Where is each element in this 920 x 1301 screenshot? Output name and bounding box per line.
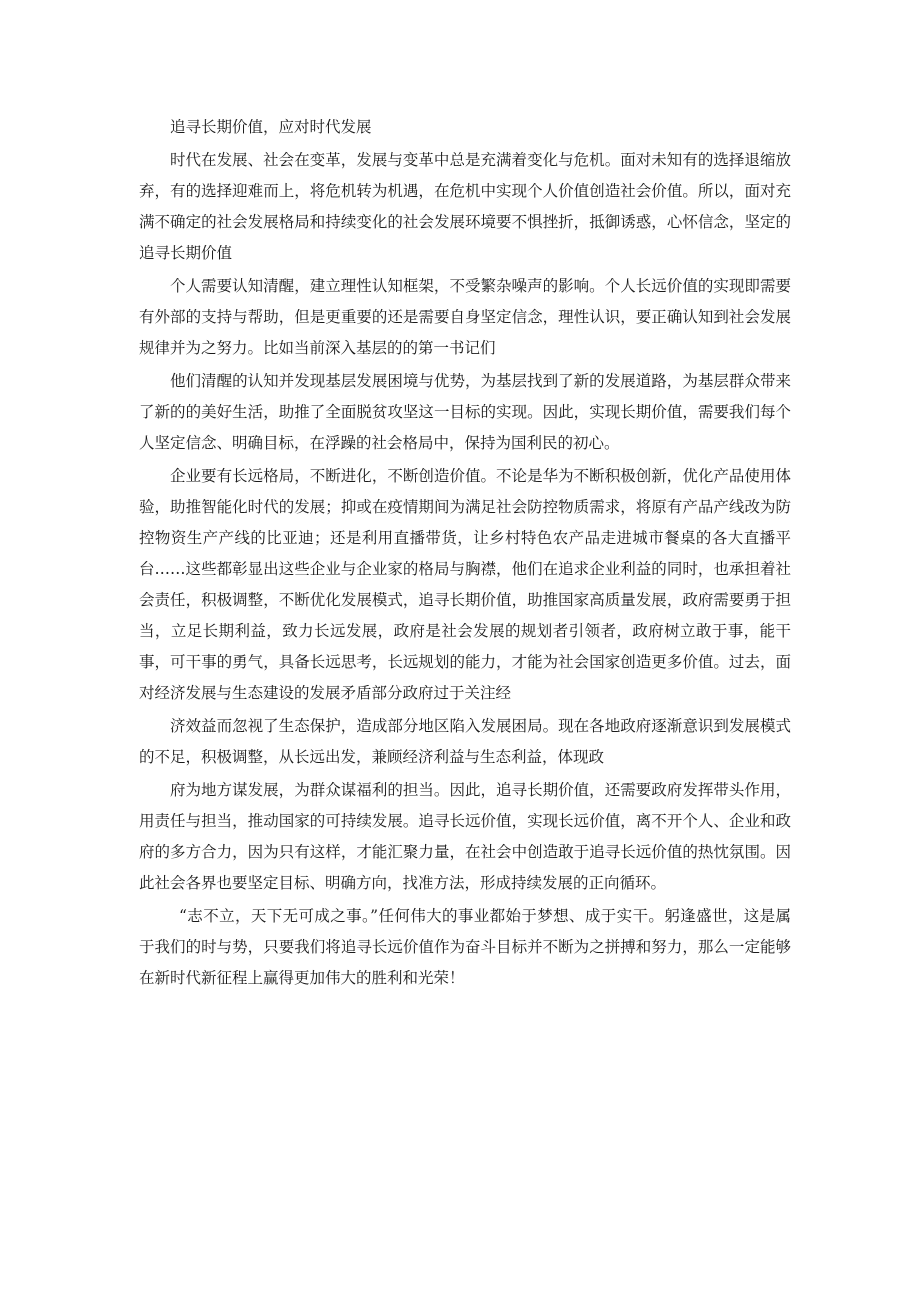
document-title: 追寻长期价值，应对时代发展 bbox=[170, 118, 372, 136]
paragraph-2: 个人需要认知清醒，建立理性认知框架，不受繁杂噪声的影响。个人长远价值的实现即需要有外部的支持与帮助，但是更重要的还是需要自身坚定信念，理性认识，要正确认知到社会发展规律并为之努力。比如当前深入基层的的第一书记们 bbox=[139, 277, 791, 357]
paragraph-4: 企业要有长远格局，不断进化，不断创造价值。不论是华为不断积极创新，优化产品使用体验，助推智能化时代的发展；抑或在疫情期间为满足社会防控物质需求，将原有产品产线改为防控物资生产产线的比亚迪；还是利用直播带货，让乡村特色农产品走进城市餐桌的各大直播平台……这些都彰显出这些企业与企业家的格局与胸襟，他们在追求企业利益的同时，也承担着社会责任，积极调整，不断优化发展模式，追寻长期价值，助推国家高质量发展，政府需要勇于担当，立足长期利益，致力长远发展，政府是社会发展的规划者引领者，政府树立敢于事，能干事，可干事的勇气，具备长远思考，长远规划的能力，才能为社会国家创造更多价值。过去，面对经济发展与生态建设的发展矛盾部分政府过于关注经 bbox=[139, 467, 791, 702]
paragraph-6: 府为地方谋发展，为群众谋福利的担当。因此，追寻长期价值，还需要政府发挥带头作用，用责任与担当，推动国家的可持续发展。追寻长远价值，实现长远价值，离不开个人、企业和政府的多方合力，因为只有这样，才能汇聚力量，在社会中创造敢于追寻长远价值的热忱氛围。因此社会各界也要坚定目标、明确方向，找准方法，形成持续发展的正向循环。 bbox=[139, 781, 791, 892]
paragraph-7: “志不立，天下无可成之事。”任何伟大的事业都始于梦想、成于实干。躬逢盛世，这是属于我们的时与势，只要我们将追寻长远价值作为奋斗目标并不断为之拼搏和努力，那么一定能够在新时代新征程上赢得更加伟大的胜利和光荣！ bbox=[139, 907, 791, 987]
paragraph-5: 济效益而忽视了生态保护，造成部分地区陷入发展困局。现在各地政府逐渐意识到发展模式的不足，积极调整，从长远出发，兼顾经济利益与生态利益，体现政 bbox=[139, 717, 791, 766]
paragraph-1: 时代在发展、社会在变革，发展与变革中总是充满着变化与危机。面对未知有的选择退缩放弃，有的选择迎难而上，将危机转为机遇，在危机中实现个人价值创造社会价值。所以，面对充满不确定的社会发展格局和持续变化的社会发展环境要不惧挫折，抵御诱惑，心怀信念，坚定的追寻长期价值 bbox=[139, 151, 791, 262]
paragraph-3: 他们清醒的认知并发现基层发展困境与优势，为基层找到了新的发展道路，为基层群众带来了新的的美好生活，助推了全面脱贫攻坚这一目标的实现。因此，实现长期价值，需要我们每个人坚定信念、明确目标，在浮躁的社会格局中，保持为国利民的初心。 bbox=[139, 372, 791, 452]
document-body bbox=[139, 112, 791, 996]
